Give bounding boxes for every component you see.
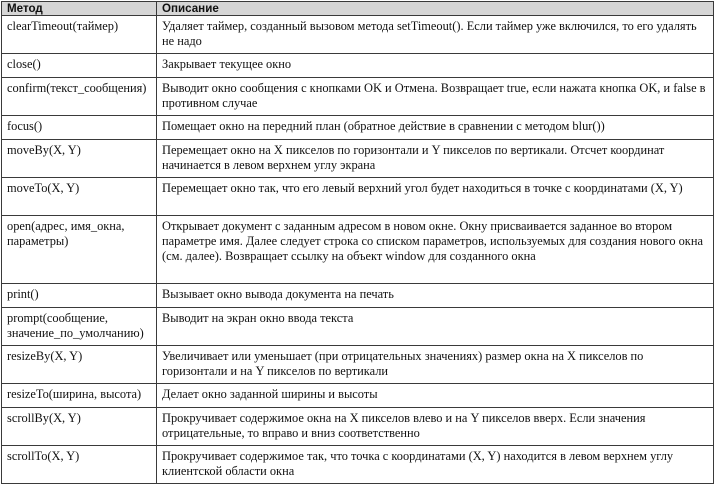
table-row (2, 216, 714, 284)
description-cell: Закрывает текущее окно (157, 54, 714, 78)
table-row (2, 446, 714, 484)
method-cell: open(адрес, имя_окна, параметры) (2, 216, 157, 284)
table-row (2, 116, 714, 140)
table-row (2, 308, 714, 346)
method-cell: confirm(текст_сообщения) (2, 78, 157, 116)
method-cell: scrollTo(X, Y) (2, 446, 157, 484)
table-row (2, 178, 714, 216)
description-cell: Помещает окно на передний план (обратное действие в сравнении с методом blur()) (157, 116, 714, 140)
description-cell: Удаляет таймер, созданный вызовом метода setTimeout(). Если таймер уже включился, то его удалять не надо (157, 16, 714, 54)
method-cell: prompt(сообщение, значение_по_умолчанию) (2, 308, 157, 346)
table-row (2, 78, 714, 116)
description-cell: Перемещает окно так, что его левый верхний угол будет находиться в точке с координатами (X, Y) (157, 178, 714, 216)
table-row (2, 284, 714, 308)
table-row (2, 346, 714, 384)
description-cell: Перемещает окно на X пикселов по горизонтали и Y пикселов по вертикали. Отсчет координат начинается в левом верхнем углу экрана (157, 140, 714, 178)
description-cell: Открывает документ с заданным адресом в новом окне. Окну присваивается заданное во втором параметре имя. Далее следует строка со списком параметров, используемых для создания нового окна (см. далее). Возвращает ссылку на объект window для созданного окна (157, 216, 714, 284)
method-cell: clearTimeout(таймер) (2, 16, 157, 54)
description-cell: Прокручивает содержимое так, что точка с координатами (X, Y) находится в левом верхнем углу клиентской области окна (157, 446, 714, 484)
table-row (2, 384, 714, 408)
method-cell: resizeBy(X, Y) (2, 346, 157, 384)
method-cell: close() (2, 54, 157, 78)
method-cell: focus() (2, 116, 157, 140)
method-cell: moveBy(X, Y) (2, 140, 157, 178)
methods-table (1, 1, 714, 484)
table-row (2, 54, 714, 78)
method-cell: scrollBy(X, Y) (2, 408, 157, 446)
description-cell: Делает окно заданной ширины и высоты (157, 384, 714, 408)
header-description: Описание (157, 2, 714, 16)
description-cell: Увеличивает или уменьшает (при отрицательных значениях) размер окна на X пикселов по горизонтали и на Y пикселов по вертикали (157, 346, 714, 384)
description-cell: Прокручивает содержимое окна на X пикселов влево и на Y пикселов вверх. Если значения отрицательные, то вправо и вниз соответственно (157, 408, 714, 446)
method-cell: moveTo(X, Y) (2, 178, 157, 216)
description-cell: Вызывает окно вывода документа на печать (157, 284, 714, 308)
method-cell: print() (2, 284, 157, 308)
table-row (2, 408, 714, 446)
table-row (2, 140, 714, 178)
header-method: Метод (2, 2, 157, 16)
description-cell: Выводит окно сообщения с кнопками OK и Отмена. Возвращает true, если нажата кнопка OK, и false в противном случае (157, 78, 714, 116)
table-row (2, 16, 714, 54)
table-header-row (2, 2, 714, 16)
method-cell: resizeTo(ширина, высота) (2, 384, 157, 408)
description-cell: Выводит на экран окно ввода текста (157, 308, 714, 346)
